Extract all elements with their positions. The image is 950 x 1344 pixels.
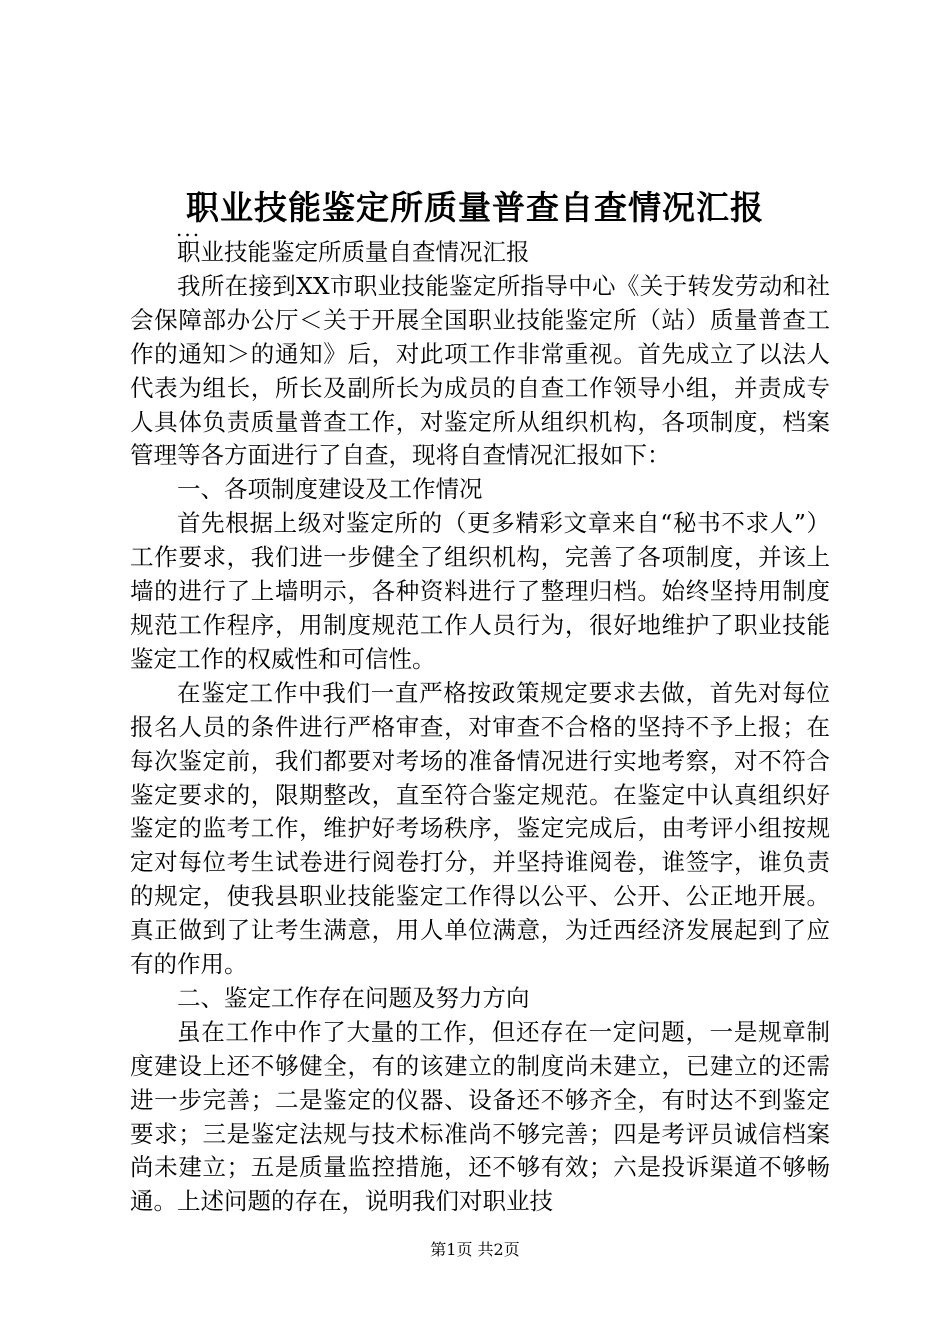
section-heading-2: 二、鉴定工作存在问题及努力方向 [177,983,530,1012]
document-body [130,236,830,1219]
document-title: 职业技能鉴定所质量普查自查情况汇报 [186,188,764,227]
section-heading-1: 一、各项制度建设及工作情况 [177,475,483,504]
section2-paragraph-1: 虽在工作中作了大量的工作，但还存在一定问题，一是规章制度建设上还不够健全，有的该建立的制度尚未建立，已建立的还需进一步完善；二是鉴定的仪器、设备还不够齐全，有时达不到鉴定要求；三是鉴定法规与技术标准尚不够完善；四是考评员诚信档案尚未建立；五是质量监控措施，还不够有效；六是投诉渠道不够畅通。上述问题的存在，说明我们对职业技 [130,1017,830,1216]
document-subtitle: 职业技能鉴定所质量自查情况汇报 [177,238,530,266]
section1-paragraph-1: 首先根据上级对鉴定所的（更多精彩文章来自“秘书不求人”）工作要求，我们进一步健全了组织机构，完善了各项制度，并该上墙的进行了上墙明示，各种资料进行了整理归档。始终坚持用制度规范工作程序，用制度规范工作人员行为，很好地维护了职业技能鉴定工作的权威性和可信性。 [130,509,830,673]
ellipsis-mark: ... [176,217,202,241]
page-number-footer: 第1页 共2页 [430,1240,520,1259]
intro-paragraph: 我所在接到XX市职业技能鉴定所指导中心《关于转发劳动和社会保障部办公厅＜关于开展全国职业技能鉴定所（站）质量普查工作的通知＞的通知》后，对此项工作非常重视。首先成立了以法人代表为组长，所长及副所长为成员的自查工作领导小组，并责成专人具体负责质量普查工作，对鉴定所从组织机构，各项制度，档案管理等各方面进行了自查，现将自查情况汇报如下： [130,271,830,470]
section1-paragraph-2: 在鉴定工作中我们一直严格按政策规定要求去做，首先对每位报名人员的条件进行严格审查，对审查不合格的坚持不予上报；在每次鉴定前，我们都要对考场的准备情况进行实地考察，对不符合鉴定要求的，限期整改，直至符合鉴定规范。在鉴定中认真组织好鉴定的监考工作，维护好考场秩序，鉴定完成后，由考评小组按规定对每位考生试卷进行阅卷打分，并坚持谁阅卷，谁签字，谁负责的规定，使我县职业技能鉴定工作得以公平、公开、公正地开展。真正做到了让考生满意，用人单位满意，为迁西经济发展起到了应有的作用。 [130,678,830,979]
